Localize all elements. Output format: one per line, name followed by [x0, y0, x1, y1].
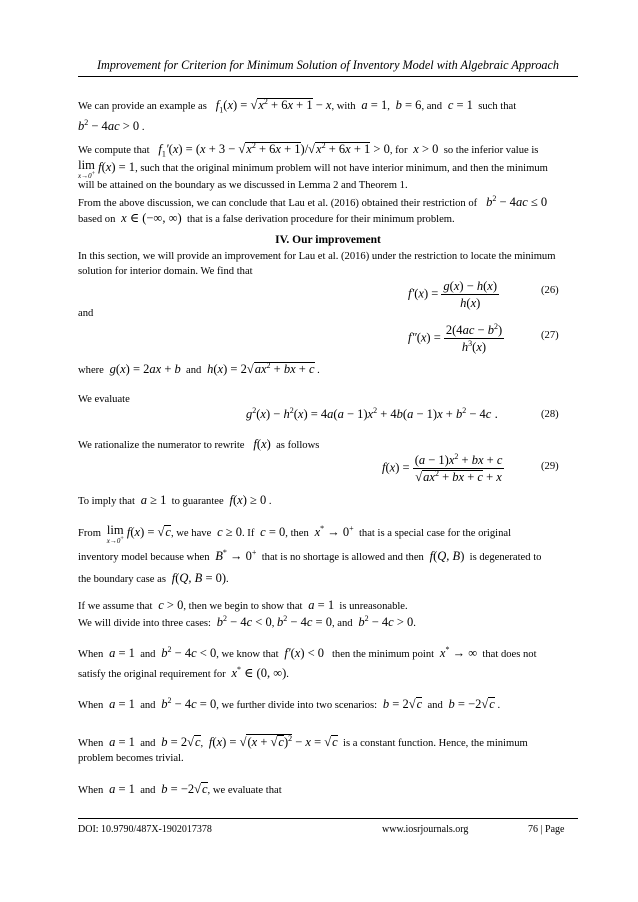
- paragraph-from-limit-3: the boundary case as f(Q, B = 0).: [78, 571, 229, 585]
- math-f1: $f_1(x) = √x^2 + 6x + 1 - x$: [209, 97, 332, 115]
- section-heading: IV. Our improvement: [275, 234, 381, 246]
- paragraph-we-evaluate: We evaluate: [78, 394, 130, 405]
- equation-28: $g^2(x) - h^2(x) = 4a(a - 1)x^2 + 4b(a - 1)x + b^2 - 4c$ .: [246, 406, 498, 421]
- equation-number-26: (26): [541, 285, 559, 296]
- paragraph-compute-2: lim x→0+ f(x) = 1, such that the original minimum problem will not have interior minimum, and then the minimum: [78, 158, 548, 180]
- paragraph-case-1: When a = 1 and $b^2 - 4c < 0$, we know that f′(x) < 0 then the minimum point x* → ∞ that does not: [78, 645, 537, 660]
- math-limit: lim x→0+ f(x) = 1: [78, 158, 136, 180]
- running-header: Improvement for Criterion for Minimum Solution of Inventory Model with Algebraic Approach: [96, 58, 560, 72]
- word-and: and: [78, 308, 94, 319]
- paragraph-scenario-2: When a = 1 and b = −2√c, we evaluate that: [78, 782, 282, 796]
- footer-page-number: 76 | Page: [528, 824, 565, 835]
- paragraph-three-cases: We will divide into three cases: $b^2 - 4c < 0$, $b^2 - 4c = 0$, and $b^2 - 4c > 0$.: [78, 614, 416, 629]
- paragraph-example: We can provide an example as $f_1(x) = √x^2 + 6x + 1 - x$, with a = 1, b = 6, and c = 1 such that: [78, 97, 517, 115]
- footer-site: www.iosrjournals.org: [382, 824, 469, 835]
- equation-number-28: (28): [541, 409, 559, 420]
- header-rule: [78, 76, 578, 77]
- equation-26: f′(x) = $\frac{g(x) - h(x)}{h(x)}$: [408, 279, 498, 310]
- footer-doi: DOI: 10.9790/487X-1902017378: [78, 824, 212, 835]
- paragraph-assume: If we assume that c > 0, then we begin to show that a = 1 is unreasonable.: [78, 598, 408, 612]
- paragraph-from-limit-2: inventory model because when B* → 0+ that is no shortage is allowed and then f(Q, B) is degenerated to: [78, 548, 542, 563]
- equation-29: f(x) = $\frac{(a - 1)x^2 + bx + c}{√ax^2 + bx + c + x}$: [382, 452, 503, 484]
- paragraph-where: where g(x) = 2ax + b and $h(x) = 2√ax^2$ + bx + c .: [78, 361, 320, 376]
- equation-number-29: (29): [541, 461, 559, 472]
- paragraph-case-2: When a = 1 and $b^2 - 4c = 0$, we further divide into two scenarios: b = 2√c and b = −2√c .: [78, 696, 501, 711]
- math-discriminant: $b^2 - 4ac > 0$ .: [78, 118, 145, 133]
- paragraph-imply: To imply that a ≥ 1 to guarantee f(x) ≥ 0 .: [78, 493, 272, 507]
- equation-27: f″(x) = $\frac{2(4ac - b^2)}{h^3(x)}$: [408, 322, 503, 354]
- paragraph-from-limit: From lim x→0+ f(x) = √c, we have c ≥ 0. If c = 0, then x* → 0+ that is a special case for the original: [78, 523, 512, 545]
- equation-number-27: (27): [541, 330, 559, 341]
- paragraph-compute: We compute that $f_1'(x) = (x + 3 - √x^2 + 6x + 1)/√x^2 + 6x + 1 > 0$, for x > 0 so the inferior value is: [78, 141, 539, 159]
- paragraph-conclusion-2: based on x ∈ (−∞, ∞) that is a false derivation procedure for their minimum problem.: [78, 211, 455, 225]
- paragraph-conclusion: From the above discussion, we can conclude that Lau et al. (2016) obtained their restriction of $b^2 - 4ac \le 0$: [78, 194, 548, 209]
- paragraph-rationalize: We rationalize the numerator to rewrite f(x) as follows: [78, 437, 320, 451]
- paragraph-compute-3: will be attained on the boundary as we discussed in Lemma 2 and Theorem 1.: [78, 180, 408, 191]
- paragraph-case-1-2: satisfy the original requirement for x* ∈ (0, ∞).: [78, 665, 289, 680]
- paragraph-intro-2: solution for interior domain. We find that: [78, 266, 253, 277]
- paragraph-intro-1: In this section, we will provide an improvement for Lau et al. (2016) under the restriction to locate the minimum: [78, 251, 556, 262]
- paragraph-scenario-1: When a = 1 and b = 2√c, $f(x) = √(x + √c)^2 - x = √c$ is a constant function. Hence, the minimum: [78, 734, 528, 749]
- paragraph-scenario-1-2: problem becomes trivial.: [78, 753, 184, 764]
- footer-rule: [78, 818, 578, 819]
- math-f1-prime: $f_1'(x) = (x + 3 - √x^2 + 6x + 1)/√x^2 + 6x + 1 > 0$: [152, 141, 390, 159]
